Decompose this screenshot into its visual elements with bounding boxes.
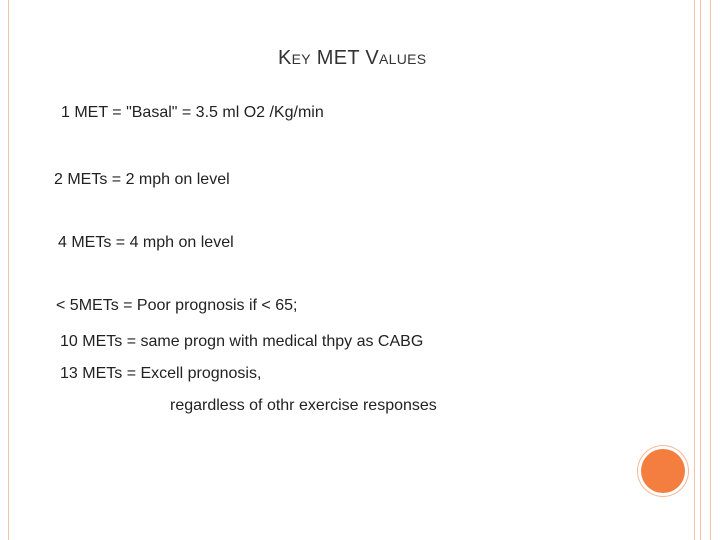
right-border-line [710, 0, 711, 540]
met-line-4: < 5METs = Poor prognosis if < 65; [56, 297, 298, 314]
met-line-2: 2 METs = 2 mph on level [54, 171, 230, 188]
met-line-7: regardless of othr exercise responses [170, 397, 437, 414]
met-line-3: 4 METs = 4 mph on level [58, 234, 234, 251]
right-border-line [700, 0, 701, 540]
slide-title: Key MET Values [278, 47, 427, 69]
met-line-5: 10 METs = same progn with medical thpy as CABG [60, 333, 424, 350]
decorative-circle [641, 449, 685, 493]
right-border-line [694, 0, 695, 540]
left-border-line [8, 0, 9, 540]
met-line-6: 13 METs = Excell prognosis, [60, 365, 262, 382]
met-line-1: 1 MET = "Basal" = 3.5 ml O2 /Kg/min [61, 104, 324, 121]
